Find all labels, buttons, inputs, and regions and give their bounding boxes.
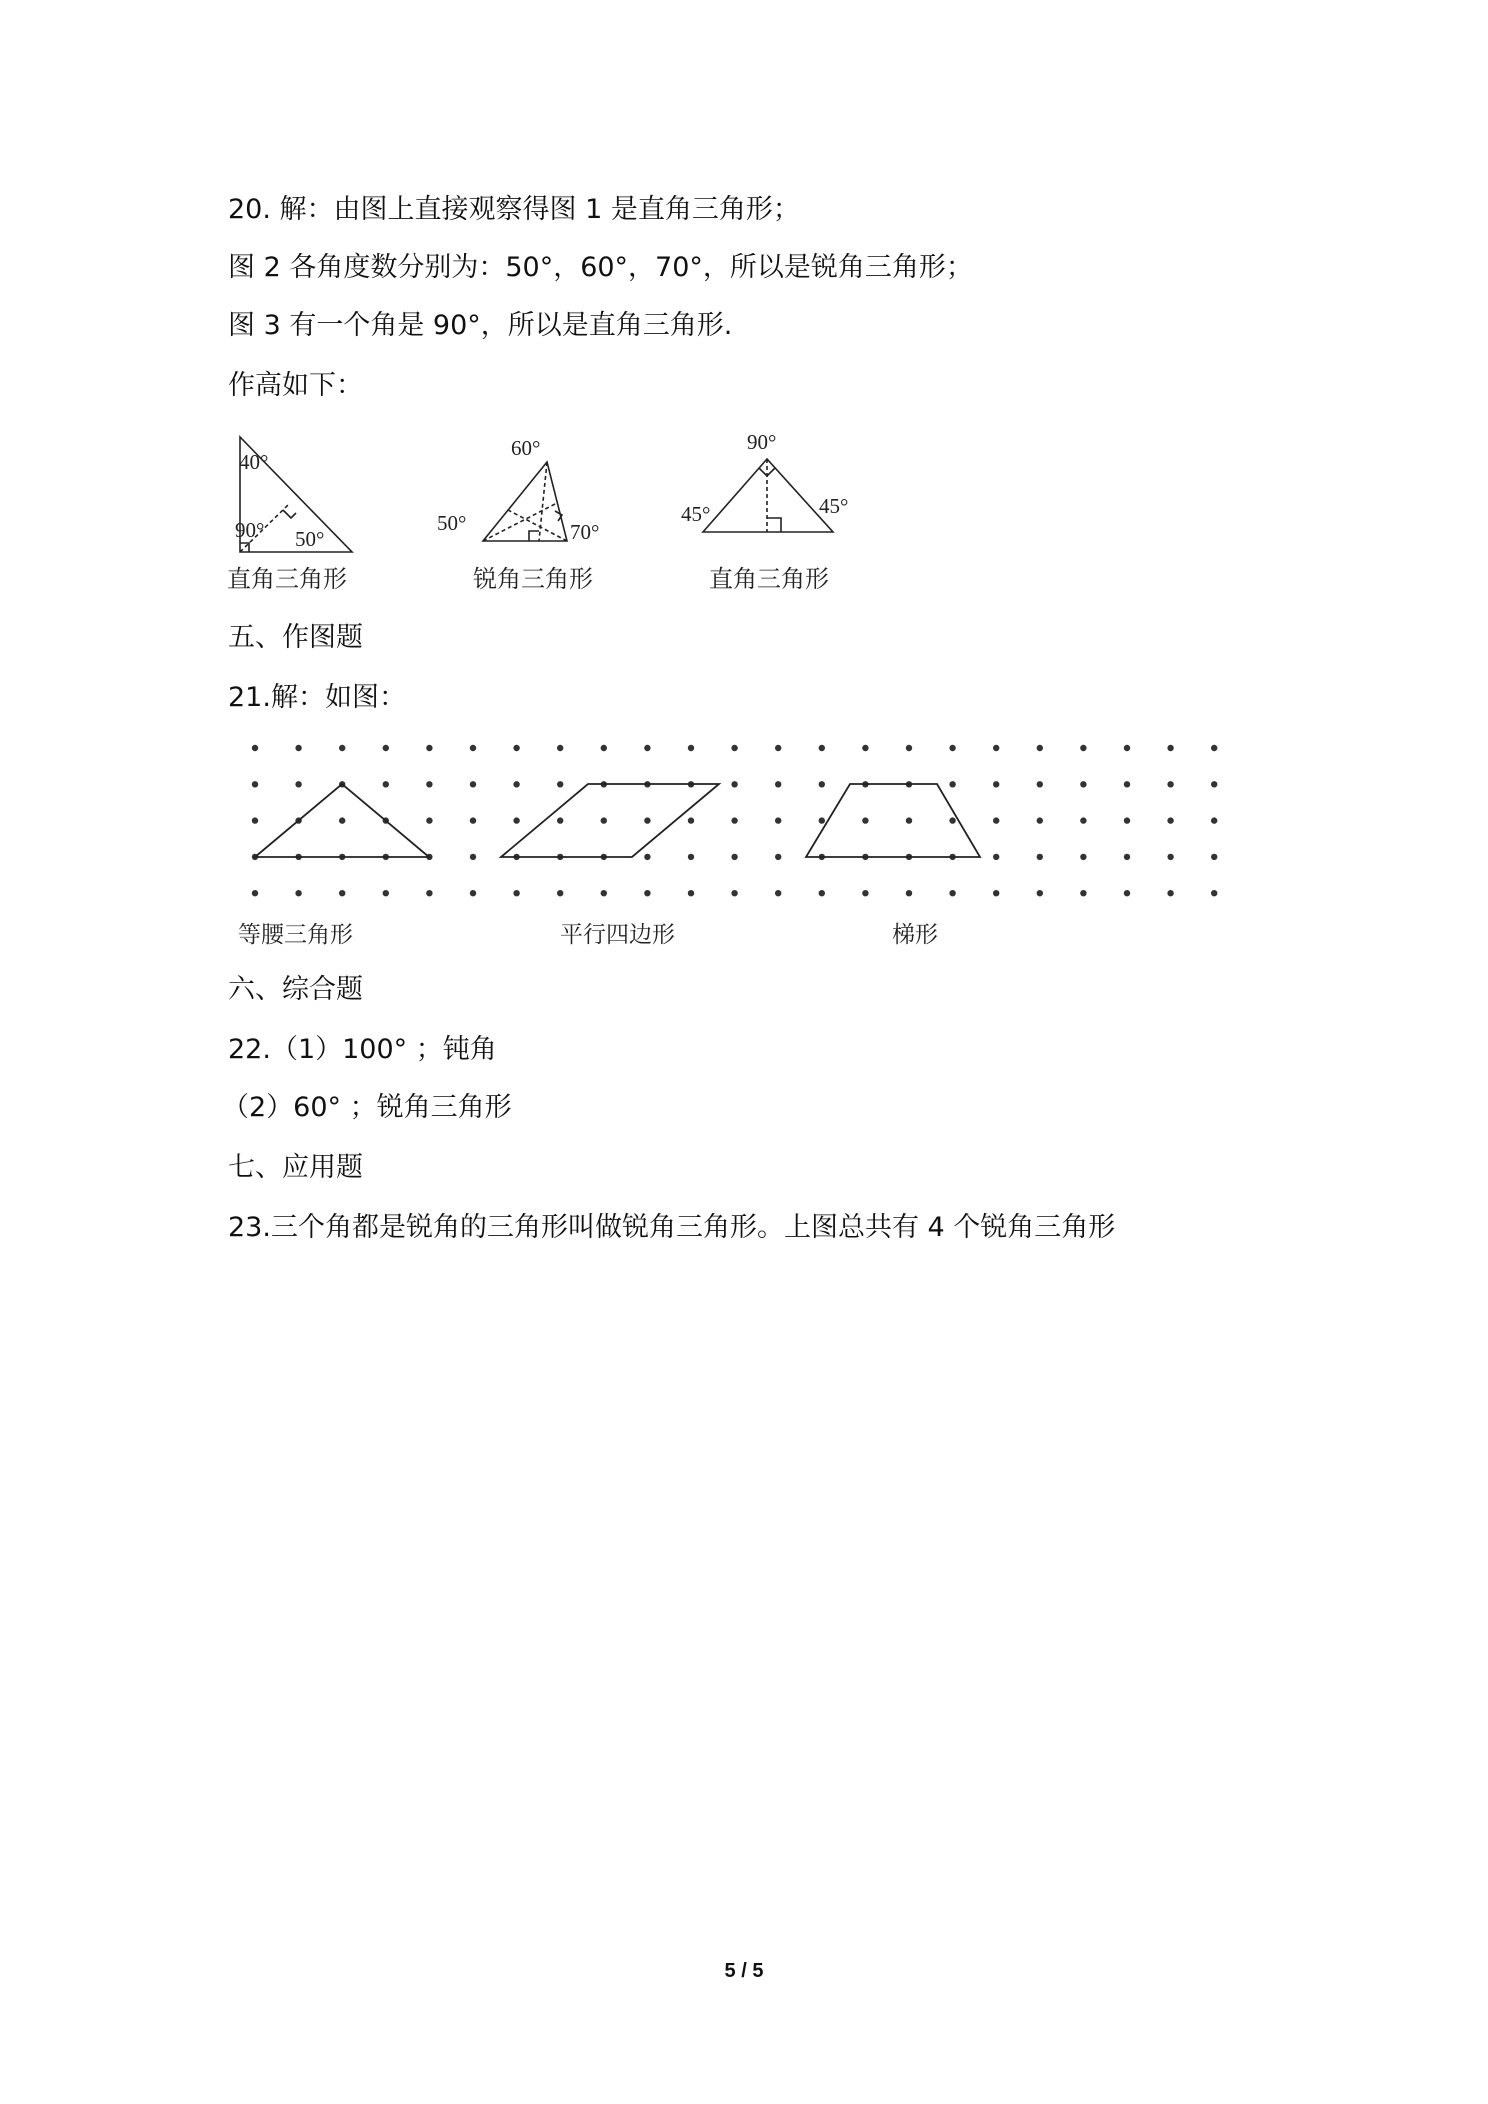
grid-dot bbox=[688, 854, 694, 860]
grid-dot bbox=[470, 854, 476, 860]
grid-dot bbox=[906, 890, 912, 896]
section-7-heading: 七、应用题 bbox=[228, 1152, 363, 1183]
q20-line-4: 作高如下： bbox=[228, 370, 363, 401]
grid-dot bbox=[1211, 817, 1217, 823]
caption-isosceles-triangle: 等腰三角形 bbox=[238, 922, 353, 948]
grid-dot bbox=[775, 781, 781, 787]
grid-dot bbox=[295, 745, 301, 751]
grid-dot bbox=[862, 745, 868, 751]
grid-dot bbox=[644, 745, 650, 751]
grid-dot bbox=[1211, 890, 1217, 896]
grid-dot bbox=[688, 745, 694, 751]
t3-caption: 直角三角形 bbox=[709, 565, 829, 593]
section-6-heading: 六、综合题 bbox=[228, 974, 363, 1005]
section-5-heading: 五、作图题 bbox=[228, 622, 363, 653]
grid-dot bbox=[339, 745, 345, 751]
grid-dot bbox=[731, 890, 737, 896]
t2-angle-left: 50° bbox=[437, 511, 467, 535]
q20-line-3: 图 3 有一个角是 90°，所以是直角三角形. bbox=[228, 310, 733, 341]
grid-dot bbox=[1080, 745, 1086, 751]
grid-dot bbox=[252, 817, 258, 823]
triangle-altitude-figure bbox=[225, 425, 885, 600]
grid-dot bbox=[1124, 817, 1130, 823]
grid-dot bbox=[426, 745, 432, 751]
grid-dot bbox=[1037, 854, 1043, 860]
t3-angle-top: 90° bbox=[747, 430, 777, 454]
grid-dot bbox=[862, 890, 868, 896]
grid-dot bbox=[731, 745, 737, 751]
grid-dot bbox=[819, 890, 825, 896]
grid-dot bbox=[993, 745, 999, 751]
caption-parallelogram: 平行四边形 bbox=[560, 922, 675, 948]
grid-dot bbox=[1080, 781, 1086, 787]
grid-dot bbox=[601, 817, 607, 823]
grid-dot bbox=[1167, 781, 1173, 787]
grid-dot bbox=[819, 781, 825, 787]
grid-dot bbox=[601, 745, 607, 751]
grid-dot bbox=[383, 890, 389, 896]
grid-dot bbox=[426, 781, 432, 787]
grid-dot bbox=[731, 817, 737, 823]
t1-caption: 直角三角形 bbox=[227, 565, 347, 593]
grid-dot bbox=[906, 817, 912, 823]
grid-dot bbox=[383, 781, 389, 787]
grid-dot bbox=[557, 745, 563, 751]
grid-dot bbox=[949, 890, 955, 896]
grid-dot bbox=[775, 890, 781, 896]
grid-dot bbox=[1167, 890, 1173, 896]
t2-angle-right: 70° bbox=[570, 520, 600, 544]
t1-angle-left: 90° bbox=[235, 518, 265, 542]
grid-dot bbox=[1124, 745, 1130, 751]
grid-dot bbox=[1124, 890, 1130, 896]
grid-dot bbox=[1037, 745, 1043, 751]
grid-dot bbox=[949, 817, 955, 823]
grid-dot bbox=[252, 781, 258, 787]
q22-part-2: （2）60° ；锐角三角形 bbox=[222, 1092, 512, 1123]
t2-angle-top: 60° bbox=[511, 436, 541, 460]
q21-line: 21.解：如图： bbox=[228, 682, 406, 713]
grid-dot bbox=[775, 817, 781, 823]
grid-dots bbox=[252, 745, 1228, 897]
grid-dot bbox=[906, 745, 912, 751]
q22-part-1: 22.（1）100° ；钝角 bbox=[228, 1034, 497, 1065]
grid-dot bbox=[557, 890, 563, 896]
grid-dot bbox=[1037, 890, 1043, 896]
grid-dot bbox=[862, 817, 868, 823]
grid-dot bbox=[775, 745, 781, 751]
grid-dot bbox=[993, 854, 999, 860]
t2-caption: 锐角三角形 bbox=[473, 565, 593, 593]
grid-dot bbox=[383, 745, 389, 751]
grid-dot bbox=[557, 781, 563, 787]
grid-dot bbox=[339, 890, 345, 896]
grid-dot bbox=[688, 890, 694, 896]
grid-dot bbox=[470, 745, 476, 751]
grid-dot bbox=[1080, 854, 1086, 860]
grid-dot bbox=[819, 817, 825, 823]
grid-dot bbox=[1211, 854, 1217, 860]
grid-dot bbox=[1080, 890, 1086, 896]
q20-line-1: 20. 解：由图上直接观察得图 1 是直角三角形； bbox=[228, 194, 800, 225]
grid-dot bbox=[1124, 854, 1130, 860]
t1-angle-top: 40° bbox=[239, 450, 269, 474]
grid-dot bbox=[339, 817, 345, 823]
grid-dot bbox=[252, 745, 258, 751]
triangle-3 bbox=[703, 459, 833, 532]
parallelogram bbox=[501, 784, 719, 857]
t3-angle-right: 45° bbox=[819, 494, 849, 518]
grid-dot bbox=[426, 890, 432, 896]
grid-dot bbox=[470, 817, 476, 823]
triangle-2 bbox=[483, 462, 567, 541]
grid-dot bbox=[993, 817, 999, 823]
grid-dot bbox=[470, 890, 476, 896]
grid-dot bbox=[1167, 745, 1173, 751]
grid-dot bbox=[513, 817, 519, 823]
grid-dot bbox=[252, 890, 258, 896]
grid-dot bbox=[513, 781, 519, 787]
q23-line: 23.三个角都是锐角的三角形叫做锐角三角形。上图总共有 4 个锐角三角形 bbox=[228, 1212, 1116, 1243]
grid-dot bbox=[993, 890, 999, 896]
grid-dot bbox=[731, 854, 737, 860]
page-number: 5 / 5 bbox=[724, 1960, 764, 1982]
grid-dot bbox=[688, 817, 694, 823]
grid-dot bbox=[1080, 817, 1086, 823]
grid-dot bbox=[644, 890, 650, 896]
grid-dot bbox=[819, 745, 825, 751]
dot-grid-figure bbox=[238, 740, 1228, 950]
grid-dot bbox=[1167, 817, 1173, 823]
grid-dot bbox=[993, 781, 999, 787]
grid-dot bbox=[295, 890, 301, 896]
grid-dot bbox=[1211, 781, 1217, 787]
grid-dot bbox=[644, 817, 650, 823]
grid-dot bbox=[470, 781, 476, 787]
q20-line-2: 图 2 各角度数分别为：50°，60°，70°，所以是锐角三角形； bbox=[228, 252, 973, 283]
grid-dot bbox=[426, 817, 432, 823]
grid-dot bbox=[1167, 854, 1173, 860]
grid-dot bbox=[949, 781, 955, 787]
grid-dot bbox=[1037, 817, 1043, 823]
grid-dot bbox=[1037, 781, 1043, 787]
grid-dot bbox=[1124, 781, 1130, 787]
t3-angle-left: 45° bbox=[681, 502, 711, 526]
grid-dot bbox=[1211, 745, 1217, 751]
grid-dot bbox=[513, 890, 519, 896]
grid-dot bbox=[295, 781, 301, 787]
grid-dot bbox=[601, 890, 607, 896]
grid-dot bbox=[557, 817, 563, 823]
grid-dot bbox=[513, 745, 519, 751]
grid-dot bbox=[731, 781, 737, 787]
t1-angle-right: 50° bbox=[295, 527, 325, 551]
grid-dot bbox=[949, 745, 955, 751]
caption-trapezoid: 梯形 bbox=[892, 922, 938, 948]
grid-dot bbox=[775, 854, 781, 860]
grid-dot bbox=[644, 854, 650, 860]
